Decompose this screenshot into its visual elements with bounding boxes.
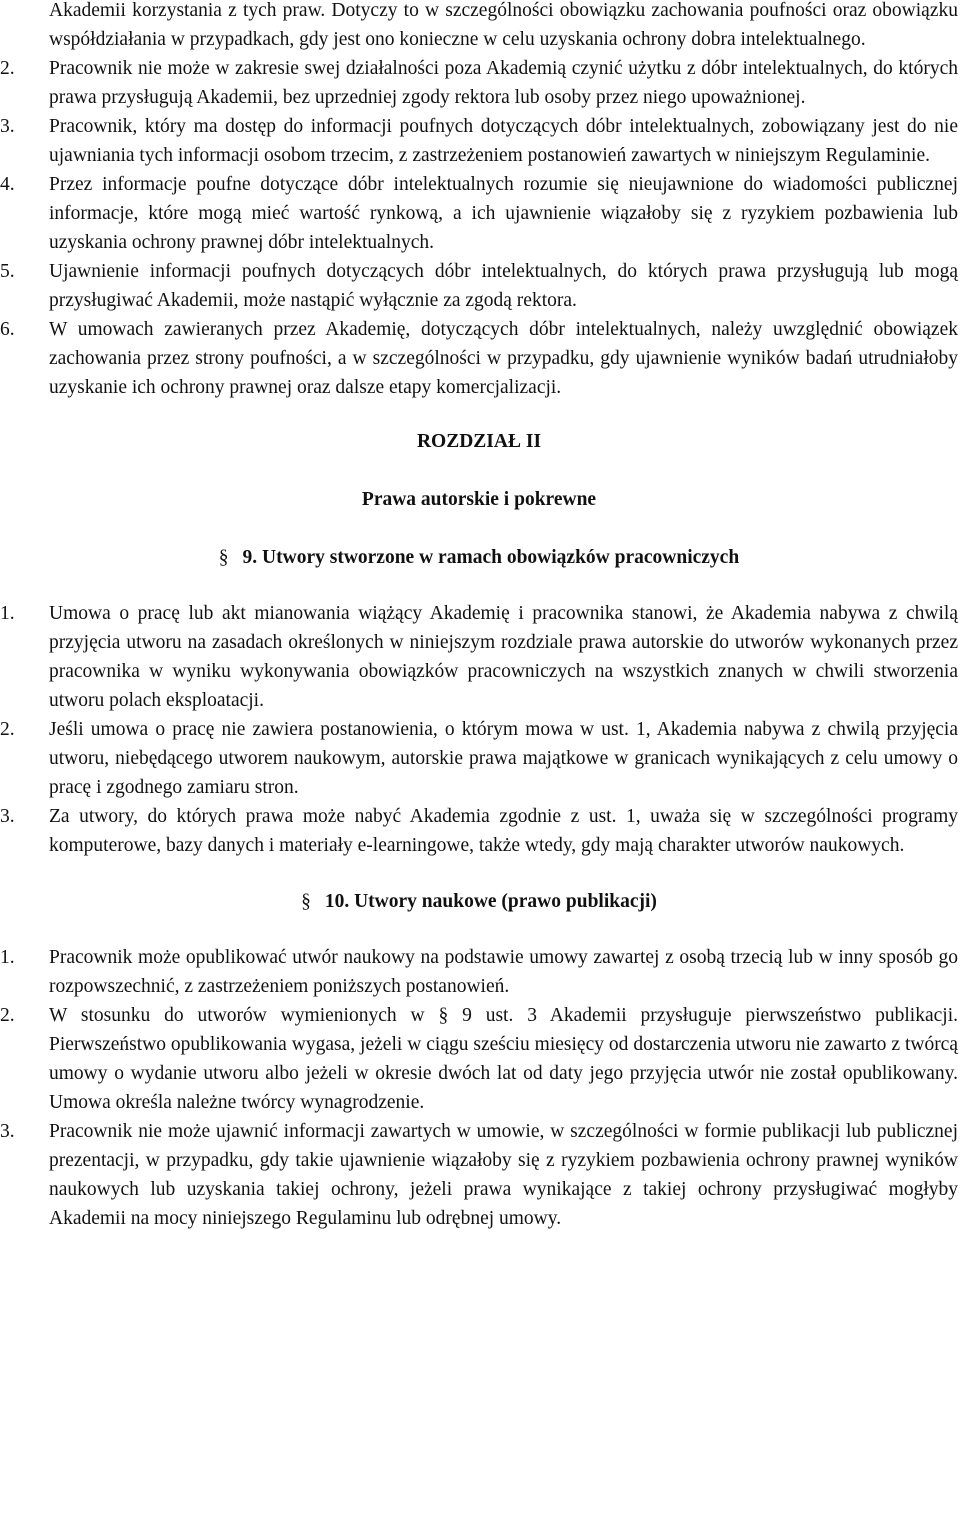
list-item — [0, 1117, 958, 1233]
list-item — [0, 802, 958, 860]
item-text: Jeśli umowa o pracę nie zawiera postanowienia, o którym mowa w ust. 1, Akademia nabywa z chwilą przyjęcia utworu, niebędącego utworem naukowym, autorskie prawa majątkowe w granicach wynikających z celu umowy o pracę i zgodnego zamiaru stron. — [49, 719, 958, 798]
item-text: Przez informacje poufne dotyczące dóbr intelektualnych rozumie się nieujawnione do wiadomości publicznej informacje, które mogą mieć wartość rynkową, a ich ujawnienie wiązałoby się z ryzykiem pozbawienia lub uzyskania ochrony prawnej dóbr intelektualnych. — [49, 174, 958, 253]
item-number: 5. — [0, 261, 15, 282]
list-item — [0, 943, 958, 1001]
item-number: 1. — [0, 947, 15, 968]
list-item — [0, 170, 958, 257]
list-item — [0, 599, 958, 715]
list-item — [0, 257, 958, 315]
section-10-list — [0, 943, 958, 1233]
section-9-list — [0, 599, 958, 860]
chapter-title: Prawa autorskie i pokrewne — [361, 489, 597, 510]
section-9-heading — [0, 543, 958, 572]
item-text: W umowach zawieranych przez Akademię, dotyczących dóbr intelektualnych, należy uwzględnić obowiązek zachowania przez strony poufności, a w szczególności w przypadku, gdy ujawnienie wyników badań utrudniałoby uzyskanie ich ochrony prawnej oraz dalsze etapy komercjalizacji. — [49, 319, 958, 398]
section-sign: § — [301, 891, 311, 912]
list-item — [0, 1001, 958, 1117]
item-text: Pracownik może opublikować utwór naukowy na podstawie umowy zawartej z osobą trzecią lub w inny sposób go rozpowszechnić, z zastrzeżeniem poniższych postanowień. — [49, 947, 958, 997]
item-number: 4. — [0, 174, 15, 195]
list-item — [0, 112, 958, 170]
item-text: Pracownik, który ma dostęp do informacji poufnych dotyczących dóbr intelektualnych, zobowiązany jest do nie ujawniania tych informacji osobom trzecim, z zastrzeżeniem postanowień zawartych w niniejszym Regulaminie. — [49, 116, 958, 166]
item-number: 3. — [0, 116, 15, 137]
item-number: 3. — [0, 806, 15, 827]
item-number: 3. — [0, 1121, 15, 1142]
item-number: 2. — [0, 719, 15, 740]
chapter-label: ROZDZIAŁ II — [416, 431, 542, 452]
item-text: Pracownik nie może ujawnić informacji zawartych w umowie, w szczególności w formie publikacji lub publicznej prezentacji, w przypadku, gdy takie ujawnienie wiązałoby się z ryzykiem pozbawienia ochrony prawnej wyników naukowych lub uzyskania takiej ochrony, jeżeli prawa wynikające z takiej ochrony przysługiwać mogłyby Akademii na mocy niniejszego Regulaminu lub odrębnej umowy. — [49, 1121, 958, 1229]
list-item — [0, 715, 958, 802]
item-text: W stosunku do utworów wymienionych w § 9 ust. 3 Akademii przysługuje pierwszeństwo publikacji. Pierwszeństwo opublikowania wygasa, jeżeli w ciągu sześciu miesięcy od dostarczenia utworu nie zawarto z twórcą umowy o wydanie utworu albo jeżeli w okresie dwóch lat od daty jego przyjęcia utwór nie został opublikowany. Umowa określa należne twórcy wynagrodzenie. — [49, 1005, 958, 1113]
item-text: Ujawnienie informacji poufnych dotyczących dóbr intelektualnych, do których prawa przysługują lub mogą przysługiwać Akademii, może nastąpić wyłącznie za zgodą rektora. — [49, 261, 958, 311]
item-number: 6. — [0, 319, 15, 340]
section-10-heading — [0, 887, 958, 916]
list-item — [0, 54, 958, 112]
section-10-title: 10. Utwory naukowe (prawo publikacji) — [324, 891, 657, 912]
section-sign: § — [218, 547, 229, 568]
item-number: 2. — [0, 58, 15, 79]
item-number: 1. — [0, 603, 15, 624]
item-number: 2. — [0, 1005, 15, 1026]
item-text: Za utwory, do których prawa może nabyć Akademia zgodnie z ust. 1, uważa się w szczególności programy komputerowe, bazy danych i materiały e-learningowe, także wtedy, gdy mają charakter utworów naukowych. — [49, 806, 958, 856]
item-text: Pracownik nie może w zakresie swej działalności poza Akademią czynić użytku z dóbr intelektualnych, do których prawa przysługują Akademii, bez uprzedniej zgody rektora lub osoby przez niego upoważnionej. — [49, 58, 958, 108]
item-text: Umowa o pracę lub akt mianowania wiążący Akademię i pracownika stanowi, że Akademia nabywa z chwilą przyjęcia utworu na zasadach określonych w niniejszym rozdziale prawa autorskie do utworów wykonanych przez pracownika w wyniku wykonywania obowiązków pracowniczych na wszystkich znanych w chwili stworzenia utworu polach eksploatacji. — [49, 603, 958, 711]
confidentiality-list — [0, 54, 958, 402]
section-9-title: 9. Utwory stworzone w ramach obowiązków pracowniczych — [242, 547, 740, 568]
intro-paragraph: Akademii korzystania z tych praw. Dotyczy to w szczególności obowiązku zachowania poufności oraz obowiązku współdziałania w przypadkach, gdy jest ono konieczne w celu uzyskania ochrony dobra intelektualnego. — [49, 0, 958, 50]
list-item — [0, 315, 958, 402]
